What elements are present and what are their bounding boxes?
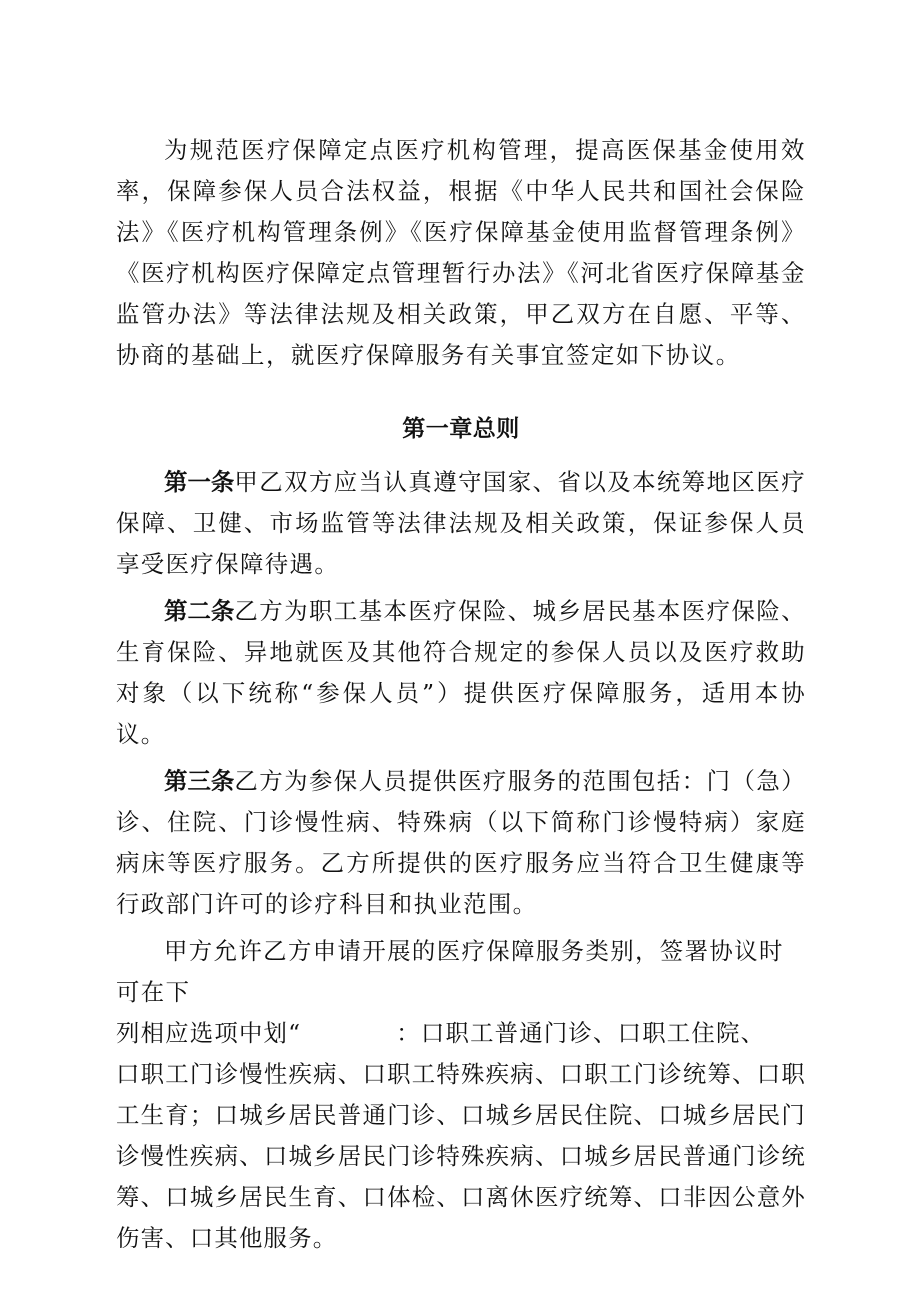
service-options-head: ：口职工普通门诊、口职工住院、	[396, 1019, 766, 1047]
article-3-body: 乙方为参保人员提供医疗服务的范围包括：门（急）诊、住院、门诊慢性病、特殊病（以下简称门诊慢特病）家庭病床等医疗服务。乙方所提供的医疗服务应当符合卫生健康等行政部门许可的诊疗科目和执业范围。	[116, 767, 807, 918]
article-3-heading: 第三条	[164, 767, 235, 795]
service-options-list: 口职工门诊慢性疾病、口职工特殊疾病、口职工门诊统筹、口职工生育；口城乡居民普通门诊、口城乡居民住院、口城乡居民门诊慢性疾病、口城乡居民门诊特殊疾病、口城乡居民普通门诊统筹、口城乡居民生育、口体检、口离休医疗统筹、口非因公意外伤害、口其他服务。	[116, 1060, 806, 1252]
service-select-prefix: 列相应选项中划“	[116, 1019, 302, 1047]
intro-paragraph: 为规范医疗保障定点医疗机构管理，提高医保基金使用效率，保障参保人员合法权益，根据《中华人民共和国社会保险法》《医疗机构管理条例》《医疗保障基金使用监督管理条例》《医疗机构医疗保障定点管理暂行办法》《河北省医疗保障基金监管办法》等法律法规及相关政策，甲乙双方在自愿、平等、协商的基础上，就医疗保障服务有关事宜签定如下协议。	[116, 136, 806, 369]
service-intro-line: 甲方允许乙方申请开展的医疗保障服务类别，签署协议时可在下	[116, 937, 784, 1006]
article-2-heading: 第二条	[164, 597, 235, 625]
service-options-first-line	[116, 1013, 806, 1054]
article-3	[116, 761, 806, 925]
service-category-paragraph	[116, 931, 806, 1259]
chapter-title: 第一章总则	[402, 416, 520, 442]
article-1	[116, 462, 806, 585]
article-1-body: 甲乙双方应当认真遵守国家、省以及本统筹地区医疗保障、卫健、市场监管等法律法规及相关政策，保证参保人员享受医疗保障待遇。	[116, 468, 807, 578]
article-2	[116, 591, 806, 755]
article-1-heading: 第一条	[164, 468, 235, 496]
article-2-body: 乙方为职工基本医疗保险、城乡居民基本医疗保险、生育保险、异地就医及其他符合规定的参保人员以及医疗救助对象（以下统称“参保人员”）提供医疗保障服务，适用本协议。	[116, 597, 807, 748]
document-page	[116, 130, 806, 1259]
